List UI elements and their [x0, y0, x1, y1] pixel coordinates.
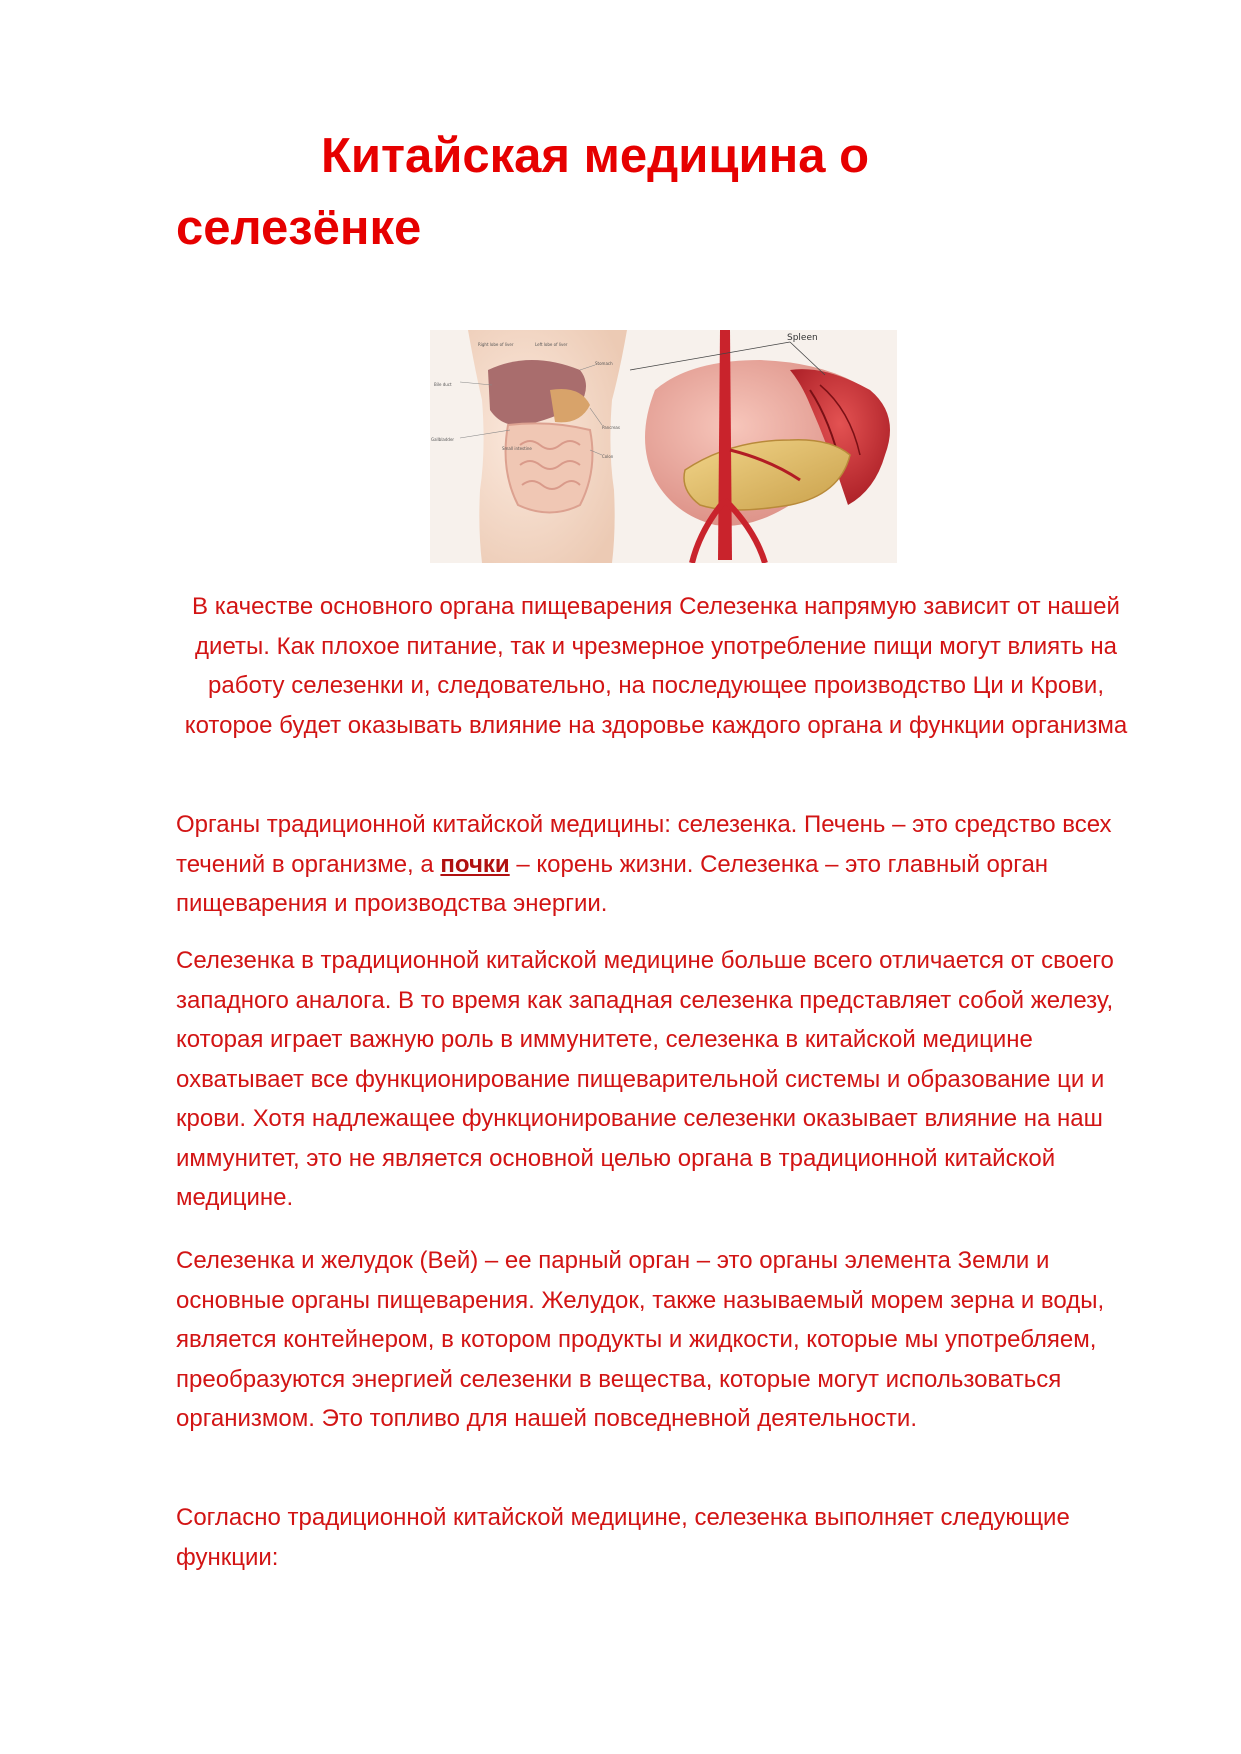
- paragraph-1-text-start: Органы традиционной китайской медицины: селезенка. Печень – это средство всех течений в организме, а: [176, 811, 1112, 878]
- paragraph-1-text-end: – корень жизни. Селезенка – это главный орган пищеварения и производства энергии.: [176, 850, 1049, 917]
- label-small-intestine: Small intestine: [502, 446, 532, 451]
- intro-paragraph: В качестве основного органа пищеварения Селезенка напрямую зависит от нашей диеты. Как плохое питание, так и чрезмерное употребление пищи могут влиять на работу селезенки и, следовательно, на последующее производство Ци и Крови, которое будет оказывать влияние на здоровье каждого органа и функции организма: [184, 593, 1128, 739]
- title-line-2: селезёнке: [176, 201, 422, 255]
- label-bile-duct: Bile duct: [434, 382, 452, 387]
- label-colon: Colon: [602, 454, 614, 459]
- label-pancreas: Pancreas: [602, 425, 620, 430]
- label-right-lobe: Right lobe of liver: [478, 342, 514, 347]
- label-gallbladder: Gallbladder: [431, 437, 455, 442]
- title-line-1: Китайская медицина о: [321, 129, 869, 183]
- paragraph-1: [176, 805, 1151, 924]
- paragraph-4: Согласно традиционной китайской медицине, селезенка выполняет следующие функции:: [176, 1504, 1070, 1571]
- paragraph-2: Селезенка в традиционной китайской медицине больше всего отличается от своего западного аналога. В то время как западная селезенка представляет собой железу, которая играет важную роль в иммунитете, селезенка в китайской медицине охватывает все функционирование пищеварительной системы и образование ци и крови. Хотя надлежащее функционирование селезенки оказывает влияние на наш иммунитет, это не является основной целью органа в традиционной китайской медицине.: [176, 947, 1114, 1211]
- paragraph-3: Селезенка и желудок (Вей) – ее парный орган – это органы элемента Земли и основные органы пищеварения. Желудок, также называемый морем зерна и воды, является контейнером, в котором продукты и жидкости, которые мы употребляем, преобразуются энергией селезенки в вещества, которые могут использоваться организмом. Это топливо для нашей повседневной деятельности.: [176, 1247, 1105, 1432]
- label-left-lobe: Left lobe of liver: [535, 342, 568, 347]
- label-stomach: Stomach: [595, 361, 613, 366]
- spleen-anatomy-illustration: [430, 330, 897, 563]
- page-title: [176, 120, 1136, 264]
- kidneys-link[interactable]: почки: [440, 850, 510, 878]
- label-spleen: Spleen: [787, 333, 818, 343]
